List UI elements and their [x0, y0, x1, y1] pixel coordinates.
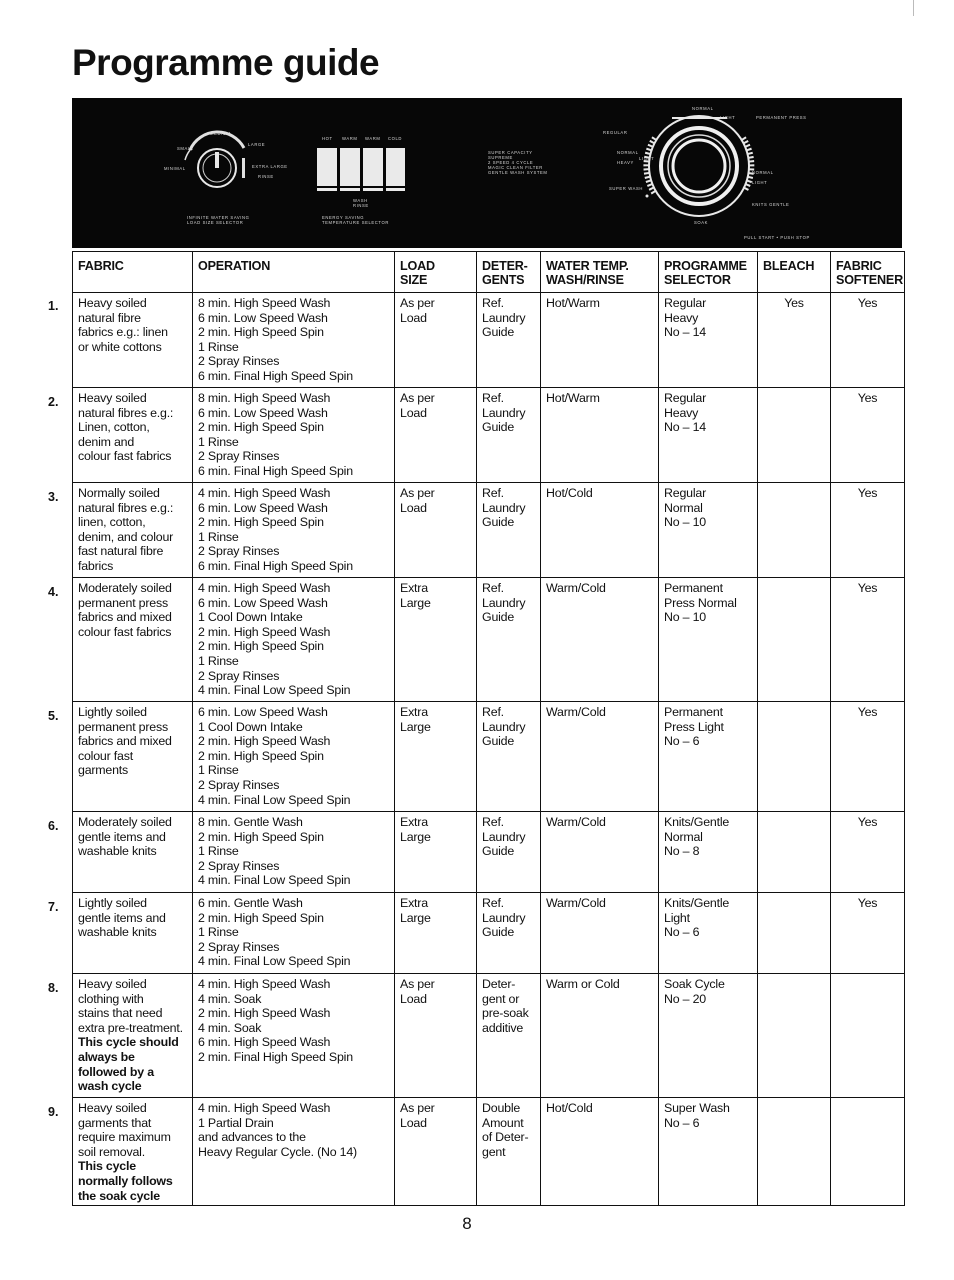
- softener-cell: Yes: [831, 578, 905, 702]
- row-number: 2.: [48, 395, 59, 409]
- dial-label: KNITS GENTLE: [752, 202, 790, 207]
- load-cell: As per Load: [395, 293, 477, 388]
- table-row: [73, 893, 905, 974]
- softener-cell: Yes: [831, 483, 905, 578]
- programme-cell: Permanent Press Light No – 6: [659, 702, 758, 812]
- control-panel-illustration: [72, 98, 902, 248]
- bleach-cell: [758, 812, 831, 893]
- softener-cell: [831, 974, 905, 1098]
- operation-cell: 6 min. Gentle Wash 2 min. High Speed Spin 1 Rinse 2 Spray Rinses 4 min. Final Low Speed Spin: [193, 893, 395, 974]
- detergent-cell: Ref. Laundry Guide: [477, 702, 541, 812]
- row-number: 8.: [48, 981, 59, 995]
- header-water-temp: WATER TEMP. WASH/RINSE: [541, 252, 659, 293]
- row-number: 5.: [48, 709, 59, 723]
- fabric-cell: Heavy soiled natural fibre fabrics e.g.: linen or white cottons: [73, 293, 193, 388]
- programme-cell: Super Wash No – 6: [659, 1098, 758, 1206]
- detergent-cell: Ref. Laundry Guide: [477, 812, 541, 893]
- temp-cell: Warm/Cold: [541, 702, 659, 812]
- load-cell: Extra Large: [395, 578, 477, 702]
- dial-label: HEAVY: [617, 160, 634, 165]
- load-position-label: EXTRA LARGE: [252, 164, 288, 169]
- header-programme: PROGRAMME SELECTOR: [659, 252, 758, 293]
- bleach-cell: [758, 702, 831, 812]
- softener-cell: Yes: [831, 893, 905, 974]
- load-cell: As per Load: [395, 483, 477, 578]
- operation-cell: 8 min. Gentle Wash 2 min. High Speed Spin 1 Rinse 2 Spray Rinses 4 min. Final Low Speed Spin: [193, 812, 395, 893]
- softener-cell: Yes: [831, 702, 905, 812]
- fabric-cell: Moderately soiled gentle items and washable knits: [73, 812, 193, 893]
- temp-position-label: WARM: [365, 136, 381, 141]
- header-bleach: BLEACH: [758, 252, 831, 293]
- detergent-cell: Ref. Laundry Guide: [477, 483, 541, 578]
- load-position-label: MINIMAL: [164, 166, 186, 171]
- bleach-cell: [758, 578, 831, 702]
- temp-cell: Warm/Cold: [541, 578, 659, 702]
- fabric-text: Heavy soiled garments that require maximum soil removal.: [78, 1101, 171, 1159]
- detergent-cell: Ref. Laundry Guide: [477, 893, 541, 974]
- table-row: [73, 578, 905, 702]
- load-cell: Extra Large: [395, 812, 477, 893]
- temp-cell: Warm/Cold: [541, 893, 659, 974]
- wash-rinse-label: WASH RINSE: [353, 198, 369, 208]
- load-size-knob-icon: [185, 132, 245, 187]
- temp-cell: Hot/Warm: [541, 388, 659, 483]
- dial-label: PERMANENT PRESS: [756, 115, 807, 120]
- table-row: [73, 293, 905, 388]
- fabric-cell: Lightly soiled gentle items and washable knits: [73, 893, 193, 974]
- load-cell: As per Load: [395, 388, 477, 483]
- fabric-cell: [73, 1098, 193, 1206]
- operation-cell: 8 min. High Speed Wash 6 min. Low Speed Wash 2 min. High Speed Spin 1 Rinse 2 Spray Rinses 6 min. Final High Speed Spin: [193, 388, 395, 483]
- load-position-label: MEDIUM: [210, 131, 231, 136]
- bleach-cell: [758, 893, 831, 974]
- header-load-size: LOAD SIZE: [395, 252, 477, 293]
- load-cell: As per Load: [395, 1098, 477, 1206]
- bleach-cell: Yes: [758, 293, 831, 388]
- dial-label: LIGHT: [720, 115, 736, 120]
- temperature-selector-icon: [317, 148, 405, 191]
- fabric-note: This cycle should always be followed by a wash cycle: [78, 1035, 179, 1094]
- row-number: 3.: [48, 490, 59, 504]
- row-number: 4.: [48, 585, 59, 599]
- row-number: 6.: [48, 819, 59, 833]
- table-row: [73, 483, 905, 578]
- bleach-cell: [758, 388, 831, 483]
- dial-label: SOAK: [694, 220, 709, 225]
- table-row: [73, 812, 905, 893]
- fabric-cell: [73, 974, 193, 1098]
- programme-table: [72, 251, 905, 1206]
- fabric-note: This cycle normally follows the soak cycle: [78, 1159, 173, 1203]
- table-row: [73, 974, 905, 1098]
- header-operation: OPERATION: [193, 252, 395, 293]
- row-number: 9.: [48, 1105, 59, 1119]
- table-row: [73, 388, 905, 483]
- detergent-cell: Ref. Laundry Guide: [477, 293, 541, 388]
- programme-cell: Soak Cycle No – 20: [659, 974, 758, 1098]
- load-cell: As per Load: [395, 974, 477, 1098]
- temp-position-label: WARM: [342, 136, 358, 141]
- dial-label: SUPER WASH: [609, 186, 643, 191]
- detergent-cell: Ref. Laundry Guide: [477, 388, 541, 483]
- operation-cell: 4 min. High Speed Wash 6 min. Low Speed Wash 1 Cool Down Intake 2 min. High Speed Wash 2 min. High Speed Spin 1 Rinse 2 Spray Rinses 4 min. Final Low Speed Spin: [193, 578, 395, 702]
- fabric-cell: Lightly soiled permanent press fabrics and mixed colour fast garments: [73, 702, 193, 812]
- detergent-cell: Ref. Laundry Guide: [477, 578, 541, 702]
- bleach-cell: [758, 974, 831, 1098]
- bleach-cell: [758, 483, 831, 578]
- header-softener: FABRIC SOFTENER: [831, 252, 905, 293]
- temp-position-label: COLD: [388, 136, 403, 141]
- dial-label: REGULAR: [603, 130, 628, 135]
- fabric-text: Heavy soiled clothing with stains that need extra pre-treatment.: [78, 977, 183, 1035]
- temp-cell: Hot/Cold: [541, 1098, 659, 1206]
- softener-cell: Yes: [831, 293, 905, 388]
- temp-cell: Warm/Cold: [541, 812, 659, 893]
- table-row: [73, 702, 905, 812]
- page-title: Programme guide: [72, 42, 380, 83]
- temp-cell: Warm or Cold: [541, 974, 659, 1098]
- dial-footer-label: PULL START • PUSH STOP: [744, 235, 810, 240]
- programme-cell: Knits/Gentle Normal No – 8: [659, 812, 758, 893]
- operation-cell: 8 min. High Speed Wash 6 min. Low Speed Wash 2 min. High Speed Spin 1 Rinse 2 Spray Rinses 6 min. Final High Speed Spin: [193, 293, 395, 388]
- temp-position-label: HOT: [322, 136, 333, 141]
- temp-cell: Hot/Warm: [541, 293, 659, 388]
- bleach-cell: [758, 1098, 831, 1206]
- header-fabric: FABRIC: [73, 252, 193, 293]
- dial-label: LIGHT: [752, 180, 768, 185]
- brand-text: SUPER CAPACITY SUPREME 2 SPEED 4 CYCLE MAGIC CLEAN FILTER GENTLE WASH SYSTEM: [488, 150, 548, 175]
- dial-label: NORMAL: [752, 170, 774, 175]
- operation-cell: 4 min. High Speed Wash 6 min. Low Speed Wash 2 min. High Speed Spin 1 Rinse 2 Spray Rinses 6 min. Final High Speed Spin: [193, 483, 395, 578]
- dial-label: LIGHT: [639, 156, 655, 161]
- temp-cell: Hot/Cold: [541, 483, 659, 578]
- programme-cell: Knits/Gentle Light No – 6: [659, 893, 758, 974]
- load-position-label: LARGE: [248, 142, 266, 147]
- detergent-cell: Double Amount of Deter- gent: [477, 1098, 541, 1206]
- header-detergents: DETER- GENTS: [477, 252, 541, 293]
- table-header-row: [73, 252, 905, 293]
- operation-cell: 4 min. High Speed Wash 4 min. Soak 2 min. High Speed Wash 4 min. Soak 6 min. High Speed Wash 2 min. Final High Speed Spin: [193, 974, 395, 1098]
- temp-selector-label: ENERGY SAVING TEMPERATURE SELECTOR: [322, 215, 389, 225]
- load-position-label: RINSE: [258, 174, 274, 179]
- programme-cell: Regular Heavy No – 14: [659, 388, 758, 483]
- fabric-cell: Normally soiled natural fibres e.g.: linen, cotton, denim, and colour fast natural fibre fabrics: [73, 483, 193, 578]
- operation-cell: 4 min. High Speed Wash 1 Partial Drain and advances to the Heavy Regular Cycle. (No 14): [193, 1098, 395, 1206]
- load-cell: Extra Large: [395, 893, 477, 974]
- fabric-cell: Moderately soiled permanent press fabrics and mixed colour fast fabrics: [73, 578, 193, 702]
- page-number: 8: [462, 1214, 472, 1233]
- load-selector-label: INFINITE WATER SAVING LOAD SIZE SELECTOR: [187, 215, 250, 225]
- softener-cell: Yes: [831, 388, 905, 483]
- load-position-label: SMALL: [177, 146, 194, 151]
- dial-label: NORMAL: [692, 106, 714, 111]
- programme-dial-icon: [646, 116, 752, 216]
- control-panel-drawing: [72, 98, 902, 248]
- dial-label: NORMAL: [617, 150, 639, 155]
- operation-cell: 6 min. Low Speed Wash 1 Cool Down Intake 2 min. High Speed Wash 2 min. High Speed Spin 1 Rinse 2 Spray Rinses 4 min. Final Low Speed Spin: [193, 702, 395, 812]
- table-row: [73, 1098, 905, 1206]
- row-number: 1.: [48, 299, 59, 313]
- programme-cell: Permanent Press Normal No – 10: [659, 578, 758, 702]
- detergent-cell: Deter- gent or pre-soak additive: [477, 974, 541, 1098]
- fabric-cell: Heavy soiled natural fibres e.g.: Linen, cotton, denim and colour fast fabrics: [73, 388, 193, 483]
- softener-cell: [831, 1098, 905, 1206]
- load-cell: Extra Large: [395, 702, 477, 812]
- programme-cell: Regular Normal No – 10: [659, 483, 758, 578]
- softener-cell: Yes: [831, 812, 905, 893]
- programme-cell: Regular Heavy No – 14: [659, 293, 758, 388]
- page-edge-mark: [913, 0, 914, 16]
- row-number: 7.: [48, 900, 59, 914]
